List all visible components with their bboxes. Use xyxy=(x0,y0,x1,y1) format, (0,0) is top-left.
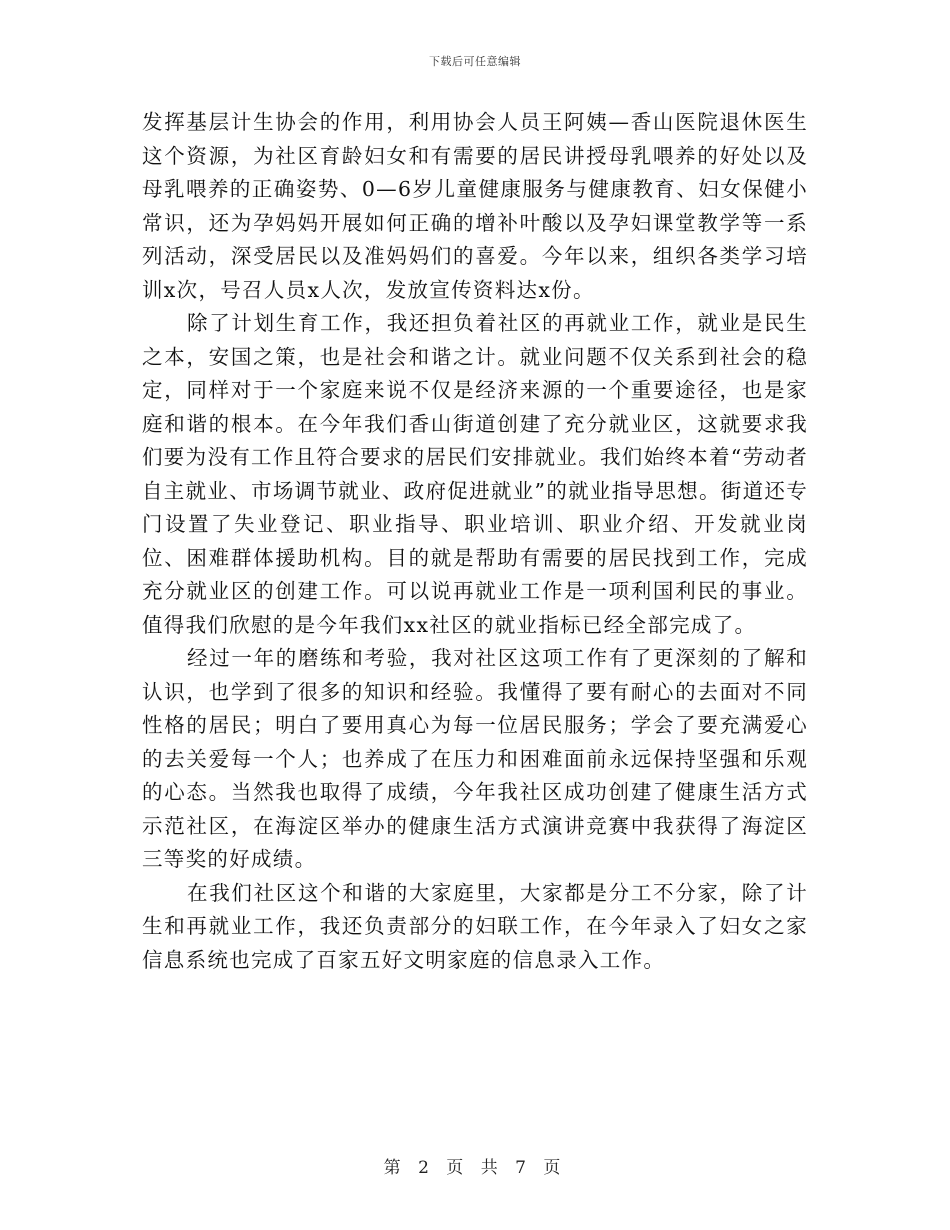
paragraph-continued: 发挥基层计生协会的作用，利用协会人员王阿姨—香山医院退休医生这个资源，为社区育龄妇女和有需要的居民讲授母乳喂养的好处以及母乳喂养的正确姿势、0—6岁儿童健康服务与健康教育、妇女保健小常识，还为孕妈妈开展如何正确的增补叶酸以及孕妇课堂教学等一系列活动，深受居民以及准妈妈们的喜爱。今年以来，组织各类学习培训x次，号召人员x人次，发放宣传资料达x份。 xyxy=(142,110,808,302)
document-body xyxy=(142,106,808,977)
header-note: 下载后可任意编辑 xyxy=(429,55,521,68)
paragraph-reemployment: 除了计划生育工作，我还担负着社区的再就业工作，就业是民生之本，安国之策，也是社会和谐之计。就业问题不仅关系到社会的稳定，同样对于一个家庭来说不仅是经济来源的一个重要途径，也是家庭和谐的根本。在今年我们香山街道创建了充分就业区，这就要求我们要为没有工作且符合要求的居民们安排就业。我们始终本着“劳动者自主就业、市场调节就业、政府促进就业”的就业指导思想。街道还专门设置了失业登记、职业指导、职业培训、职业介绍、开发就业岗位、困难群体援助机构。目的就是帮助有需要的居民找到工作，完成充分就业区的创建工作。可以说再就业工作是一项利国利民的事业。值得我们欣慰的是今年我们xx社区的就业指标已经全部完成了。 xyxy=(142,311,808,637)
paragraph-womens-federation: 在我们社区这个和谐的大家庭里，大家都是分工不分家，除了计生和再就业工作，我还负责部分的妇联工作，在今年录入了妇女之家信息系统也完成了百家五好文明家庭的信息录入工作。 xyxy=(142,880,808,972)
page-number-footer: 第 2 页 共 7 页 xyxy=(383,1158,567,1178)
paragraph-experience: 经过一年的磨练和考验，我对社区这项工作有了更深刻的了解和认识，也学到了很多的知识和经验。我懂得了要有耐心的去面对不同性格的居民；明白了要用真心为每一位居民服务；学会了要充满爱心的去关爱每一个人；也养成了在压力和困难面前永远保持坚强和乐观的心态。当然我也取得了成绩，今年我社区成功创建了健康生活方式示范社区，在海淀区举办的健康生活方式演讲竞赛中我获得了海淀区三等奖的好成绩。 xyxy=(142,646,808,871)
